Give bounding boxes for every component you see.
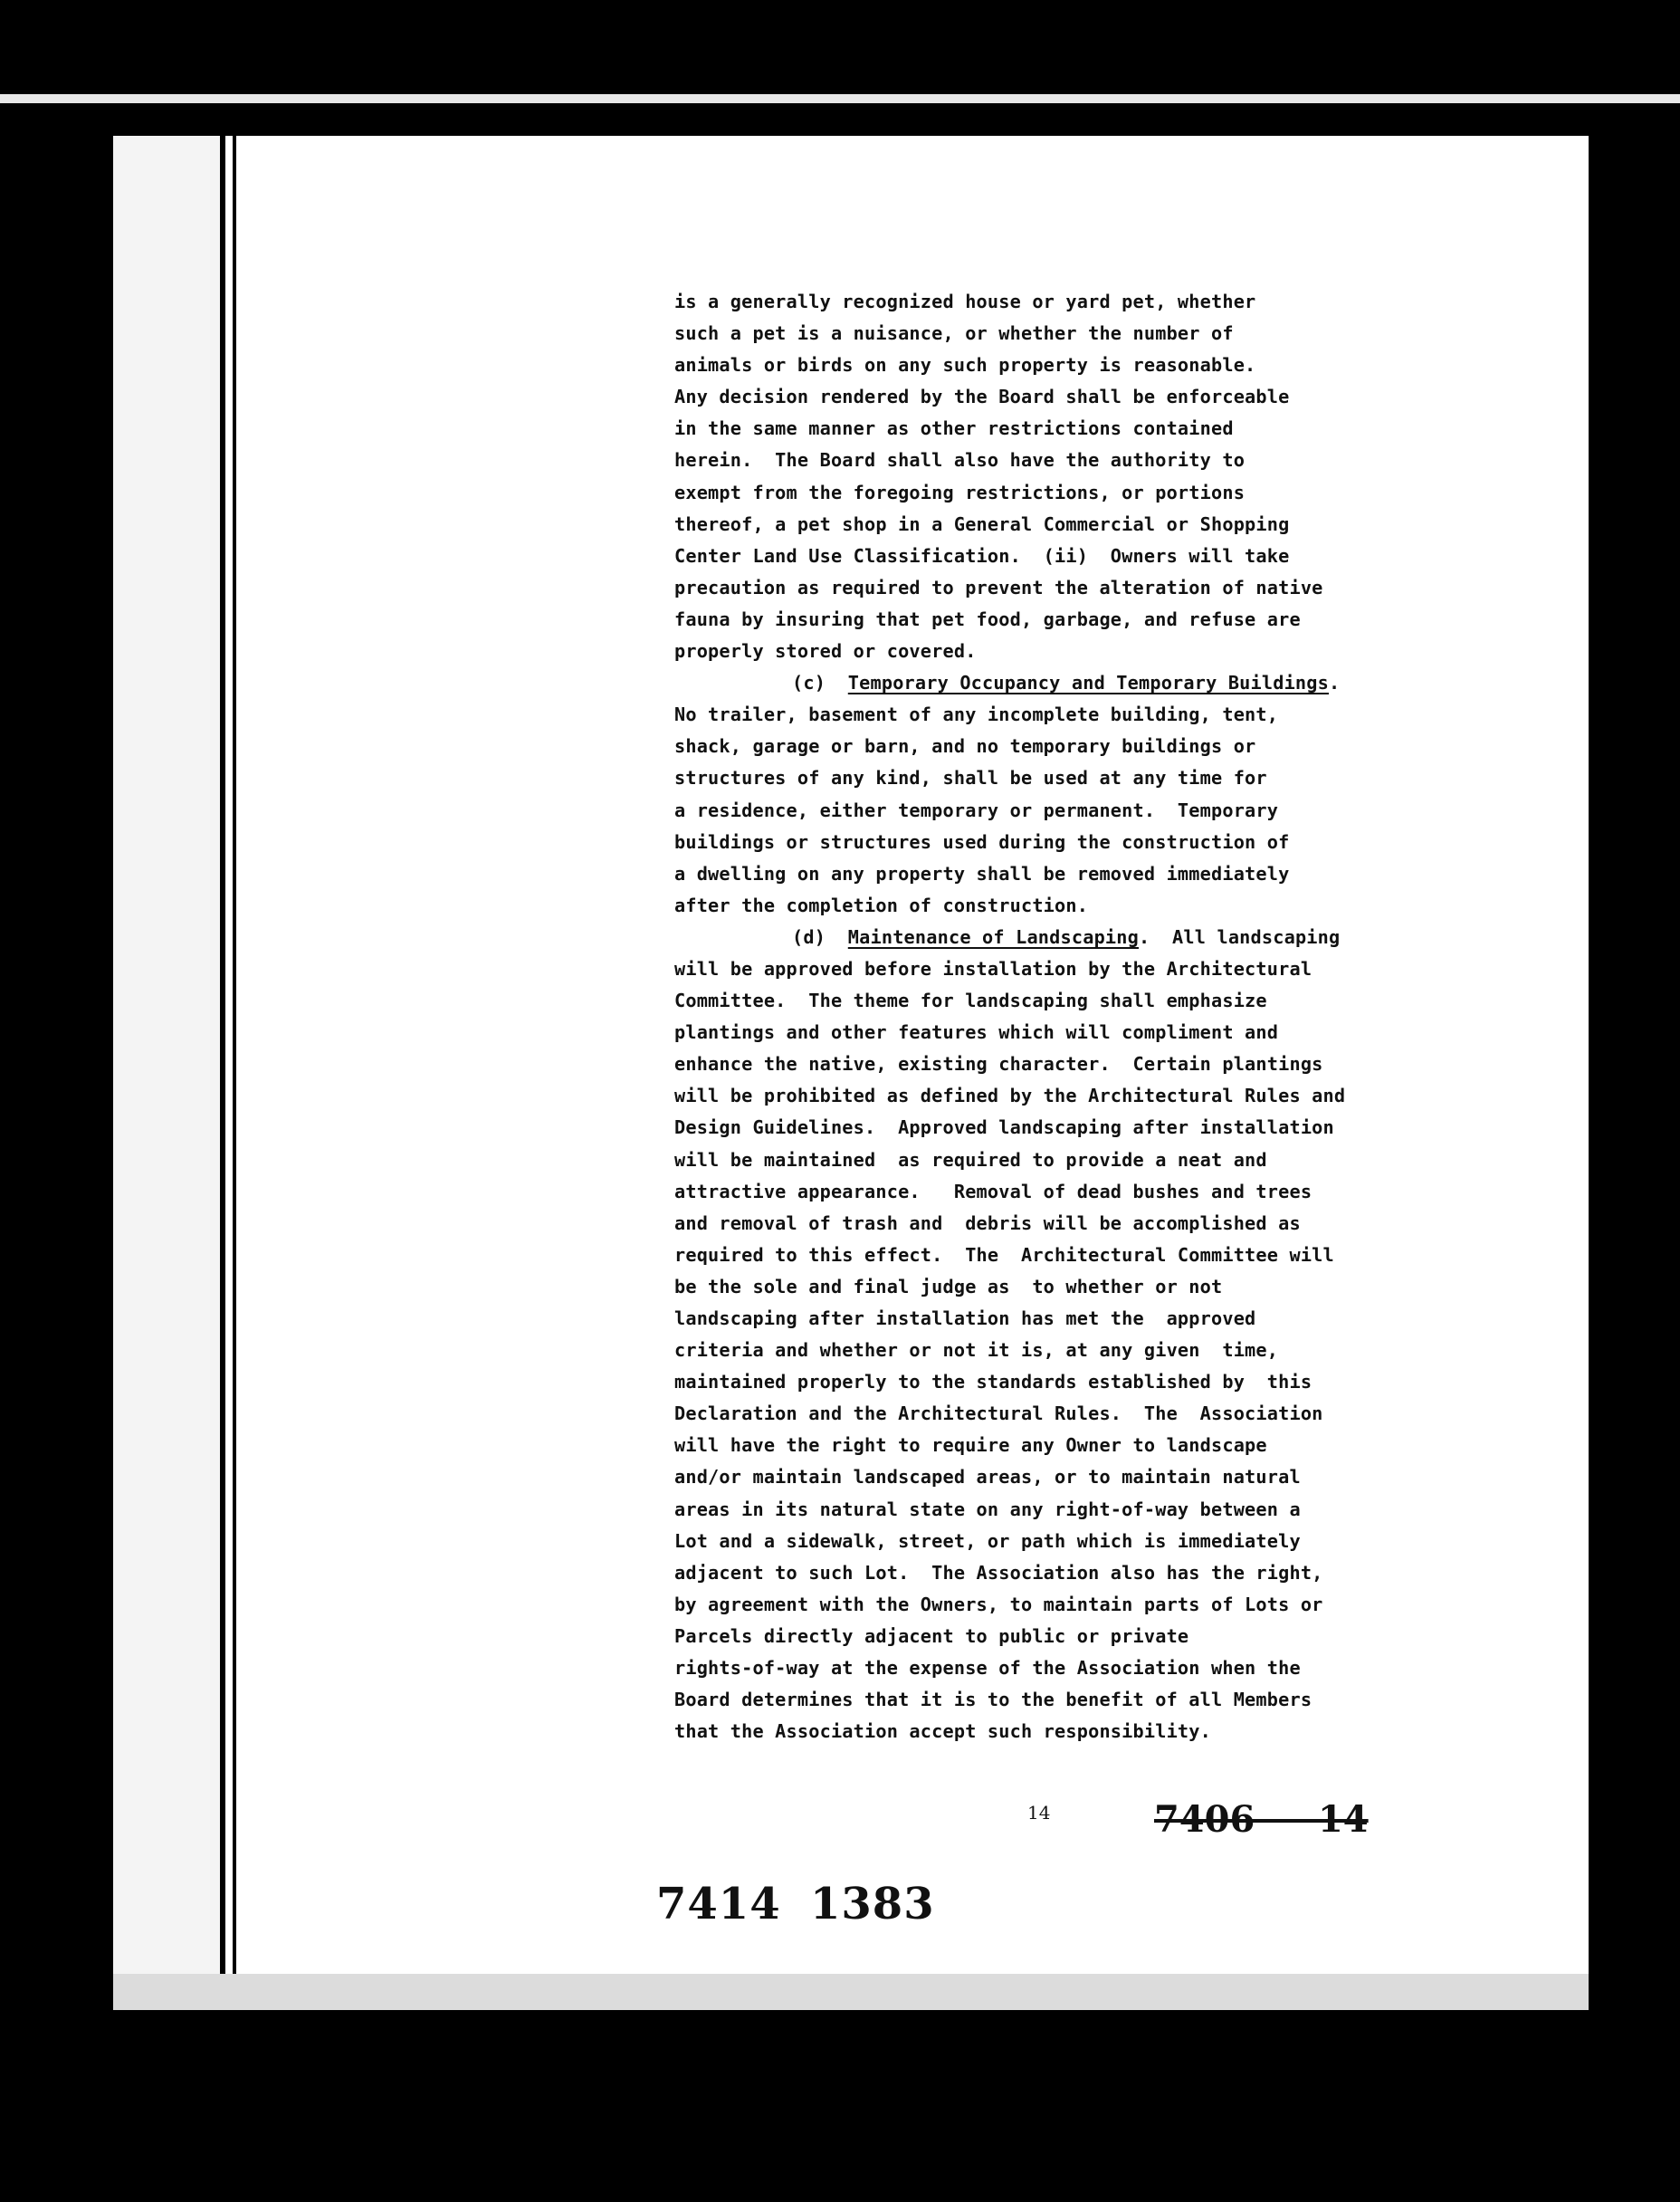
text-line: after the completion of construction. (674, 894, 1089, 916)
text-line: be the sole and final judge as to whether or not (674, 1275, 1223, 1297)
text-line: fauna by insuring that pet food, garbage, and refuse are (674, 608, 1301, 630)
document-page (113, 136, 1589, 2010)
text-line: shack, garage or barn, and no temporary buildings or (674, 735, 1256, 758)
text-line: Lot and a sidewalk, street, or path which is immediately (674, 1529, 1301, 1552)
margin-rule (220, 136, 225, 2010)
text-line: adjacent to such Lot. The Association also has the right, (674, 1561, 1323, 1584)
text-line: areas in its natural state on any right-of-way between a (674, 1498, 1301, 1520)
text-line: precaution as required to prevent the alteration of native (674, 576, 1323, 598)
text-line: by agreement with the Owners, to maintain parts of Lots or (674, 1593, 1323, 1615)
text-line: herein. The Board shall also have the authority to (674, 449, 1246, 472)
text-line: enhance the native, existing character. Certain plantings (674, 1053, 1323, 1076)
section-c-heading-end: . (1329, 672, 1341, 694)
text-line: Board determines that it is to the benefit of all Members (674, 1689, 1312, 1711)
text-line: structures of any kind, shall be used at any time for (674, 767, 1267, 790)
text-line: is a generally recognized house or yard pet, whether (674, 291, 1256, 312)
text-line: such a pet is a nuisance, or whether the number of (674, 322, 1234, 345)
section-c-heading-line (674, 667, 1570, 699)
text-line: Committee. The theme for landscaping shall emphasize (674, 990, 1267, 1012)
text-line: will be prohibited as defined by the Architectural Rules and (674, 1085, 1346, 1107)
text-line: animals or birds on any such property is reasonable. (674, 354, 1256, 377)
section-d-heading: Maintenance of Landscaping (847, 925, 1139, 948)
text-line: a residence, either temporary or permanent. Temporary (674, 799, 1279, 821)
text-line: a dwelling on any property shall be removed immediately (674, 862, 1290, 885)
text-line: exempt from the foregoing restrictions, or portions (674, 481, 1246, 503)
text-line: will be approved before installation by the Architectural (674, 957, 1312, 980)
text-line: buildings or structures used during the construction of (674, 830, 1290, 853)
section-c-marker: (c) (792, 672, 826, 694)
text-line: will have the right to require any Owner to landscape (674, 1434, 1267, 1457)
text-line: criteria and whether or not it is, at any given time, (674, 1339, 1279, 1362)
text-line: Any decision rendered by the Board shall be enforceable (674, 386, 1290, 408)
section-d-heading-line (674, 922, 1570, 953)
text-line: that the Association accept such responsibility. (674, 1720, 1211, 1743)
text-line: Declaration and the Architectural Rules. The Association (674, 1403, 1323, 1425)
left-margin (113, 136, 222, 2010)
text-line: will be maintained as required to provide a neat and (674, 1148, 1267, 1171)
text-line: landscaping after installation has met the approved (674, 1307, 1256, 1329)
record-book-number: 7414 (656, 1879, 781, 1929)
page-number: 14 (1027, 1802, 1051, 1824)
text-line: attractive appearance. Removal of dead bushes and trees (674, 1180, 1312, 1202)
text-line: thereof, a pet shop in a General Commercial or Shopping (674, 512, 1290, 535)
margin-rule-inner (233, 136, 236, 2010)
text-line: maintained properly to the standards established by this (674, 1371, 1312, 1393)
scan-top-strip (0, 94, 1680, 103)
scan-bottom-band (113, 1974, 1589, 2010)
text-line: in the same manner as other restrictions contained (674, 417, 1234, 440)
text-line: required to this effect. The Architectural Committee will (674, 1243, 1334, 1266)
text-line: Center Land Use Classification. (ii) Owners will take (674, 544, 1290, 567)
body-text (674, 286, 1570, 1747)
text-line: Parcels directly adjacent to public or private (674, 1624, 1189, 1647)
text-line: and/or maintain landscaped areas, or to maintain natural (674, 1466, 1301, 1489)
text-line: plantings and other features which will compliment and (674, 1021, 1279, 1044)
text-line: properly stored or covered. (674, 640, 977, 663)
section-c-heading: Temporary Occupancy and Temporary Buildings (847, 672, 1329, 694)
struck-record-stamp: 7406 14 (1154, 1798, 1369, 1841)
text-line: and removal of trash and debris will be accomplished as (674, 1211, 1301, 1234)
record-page-number: 1383 (810, 1879, 935, 1929)
text-line: rights-of-way at the expense of the Association when the (674, 1657, 1301, 1680)
section-d-heading-end: . All landscaping (1138, 925, 1341, 948)
text-line: No trailer, basement of any incomplete building, tent, (674, 704, 1279, 726)
text-line: Design Guidelines. Approved landscaping after installation (674, 1116, 1334, 1139)
section-d-marker: (d) (792, 925, 826, 948)
